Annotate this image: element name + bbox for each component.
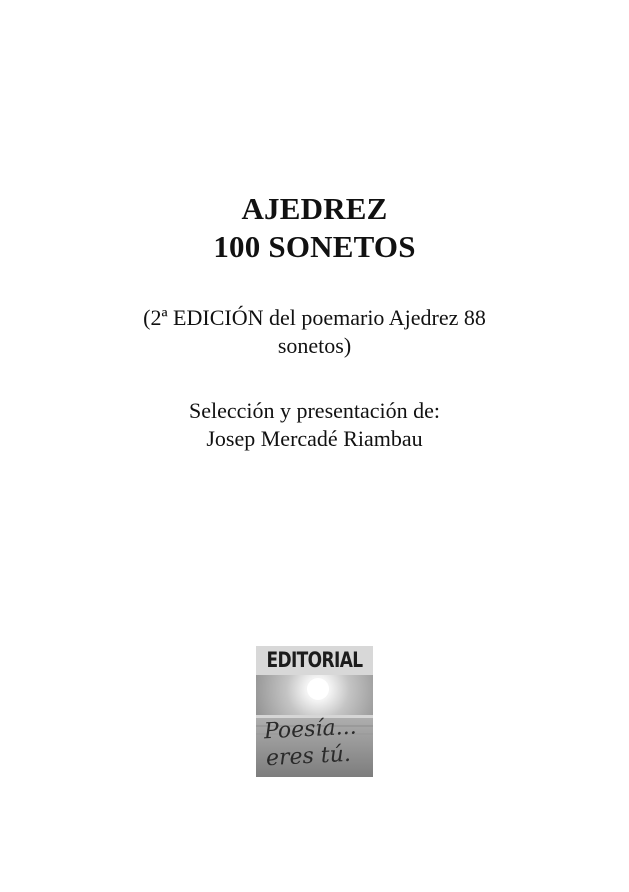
logo-heading-band	[256, 646, 373, 675]
credit-label: Selección y presentación de:	[188, 398, 441, 423]
book-title: AJEDREZ	[241, 191, 388, 226]
logo-tagline-line-2: eres tú.	[265, 741, 352, 772]
author-name: Josep Mercadé Riambau	[206, 426, 423, 451]
logo-heading: EDITORIAL	[266, 648, 363, 673]
edition-note-line-1: (2ª EDICIÓN del poemario Ajedrez 88	[143, 305, 486, 330]
book-subtitle: 100 SONETOS	[213, 229, 416, 264]
edition-note-line-2: sonetos)	[277, 333, 352, 358]
logo-tagline-line-1: Poesía...	[263, 714, 358, 745]
publisher-logo	[256, 646, 373, 777]
